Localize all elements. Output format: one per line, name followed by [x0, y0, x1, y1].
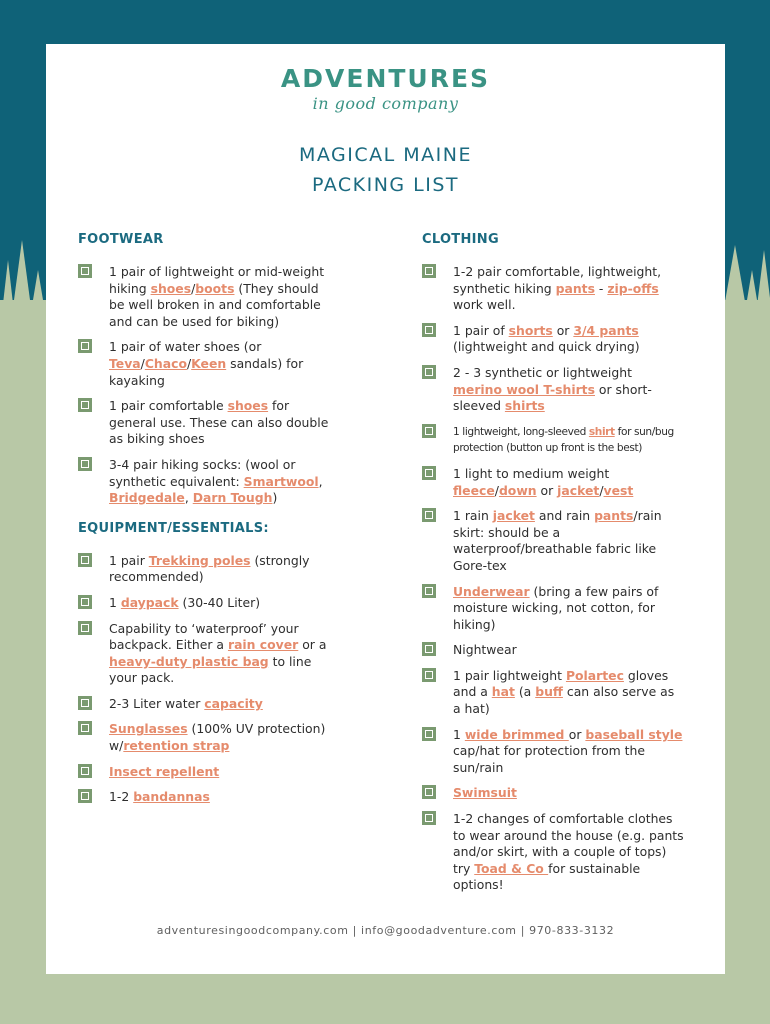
page-title-line2: PACKING LIST: [311, 174, 460, 196]
item-text: (strongly recommended): [109, 552, 310, 585]
clothing-heading: CLOTHING: [422, 232, 499, 247]
item-text: can also serve as a hat): [453, 684, 675, 717]
product-link[interactable]: pants: [555, 280, 595, 296]
checkbox-icon[interactable]: [422, 365, 436, 379]
item-text: work well.: [453, 297, 516, 313]
product-link[interactable]: Darn Tough: [192, 490, 273, 506]
checkbox-icon[interactable]: [422, 323, 436, 337]
product-link[interactable]: shirts: [504, 398, 545, 414]
product-link[interactable]: Polartec: [565, 667, 624, 683]
product-link[interactable]: shoes: [150, 280, 192, 296]
right-column: [422, 232, 684, 903]
product-link[interactable]: zip-offs: [607, 280, 659, 296]
product-link[interactable]: jacket: [557, 482, 600, 498]
checkbox-icon[interactable]: [78, 595, 92, 609]
item-text: or a: [298, 637, 327, 653]
left-column: [78, 232, 336, 815]
item-text: for general use. These can also double as biking shoes: [109, 398, 329, 447]
checklist-item: [78, 621, 336, 687]
product-link[interactable]: Trekking poles: [148, 552, 251, 568]
checklist-item: [422, 323, 684, 356]
item-text: /: [599, 482, 604, 498]
item-text: 1 pair of: [453, 322, 509, 338]
product-link[interactable]: shoes: [227, 398, 269, 414]
checklist-item: [78, 553, 336, 586]
item-text: 1 pair comfortable: [109, 398, 228, 414]
item-text: or: [568, 726, 586, 742]
item-text: gloves and a: [453, 667, 669, 700]
checkbox-icon[interactable]: [78, 553, 92, 567]
item-text: /: [191, 280, 196, 296]
product-link[interactable]: hat: [491, 684, 515, 700]
item-text: (30-40 Liter): [178, 594, 261, 610]
item-text: for sun/bug protection (button up front is the best): [453, 425, 674, 455]
item-text: ): [272, 490, 278, 506]
product-link[interactable]: Teva: [109, 355, 141, 371]
checkbox-icon[interactable]: [422, 785, 436, 799]
item-text: /: [494, 482, 499, 498]
checklist-item: [422, 642, 684, 659]
checkbox-icon[interactable]: [422, 424, 436, 438]
product-link[interactable]: boots: [195, 280, 235, 296]
checkbox-icon[interactable]: [78, 264, 92, 278]
product-link[interactable]: Smartwool: [243, 473, 319, 489]
item-text: (bring a few pairs of moisture wicking, not cotton, for hiking): [453, 583, 659, 632]
item-text: 1-2 pair comfortable, lightweight, synthetic hiking: [453, 264, 662, 296]
item-text: /: [186, 355, 192, 371]
product-link[interactable]: pants: [594, 508, 634, 524]
item-text: (lightweight and quick drying): [453, 339, 640, 355]
product-link[interactable]: down: [498, 482, 537, 498]
checklist-item: [422, 466, 684, 499]
product-link[interactable]: baseball style: [585, 726, 683, 742]
checklist-item: [78, 721, 336, 754]
checkbox-icon[interactable]: [422, 584, 436, 598]
item-text: (a: [514, 684, 536, 700]
checkbox-icon[interactable]: [78, 721, 92, 735]
item-text: for sustainable options!: [453, 860, 641, 893]
item-text: 1: [109, 594, 121, 610]
checklist-item: [422, 365, 684, 415]
product-link[interactable]: Underwear: [453, 583, 530, 599]
logo-wordmark: ADVENTURES: [280, 64, 491, 93]
equipment-list: [78, 553, 336, 806]
item-text: 1 pair of lightweight or mid-weight hiking: [109, 264, 325, 296]
item-text: /: [140, 355, 145, 371]
checkbox-icon[interactable]: [422, 466, 436, 480]
footwear-heading: FOOTWEAR: [78, 232, 164, 247]
product-link[interactable]: Insect repellent: [109, 763, 220, 779]
product-link[interactable]: daypack: [120, 594, 179, 610]
product-link[interactable]: Toad & Co: [474, 860, 549, 876]
checklist-item: [78, 457, 336, 507]
item-text: 1 light to medium weight: [453, 465, 610, 481]
checkbox-icon[interactable]: [78, 621, 92, 635]
product-link[interactable]: rain cover: [227, 637, 299, 653]
item-text: or: [552, 322, 574, 338]
checklist-item: [78, 339, 336, 389]
item-text: sandals) for kayaking: [109, 355, 304, 388]
product-link[interactable]: retention strap: [123, 738, 230, 754]
checklist-item: [422, 811, 684, 894]
product-link[interactable]: vest: [603, 482, 634, 498]
checkbox-icon[interactable]: [78, 339, 92, 353]
checklist-item: [78, 789, 336, 806]
item-text: (100% UV protection) w/: [109, 721, 326, 754]
product-link[interactable]: heavy-duty plastic bag: [109, 653, 269, 669]
item-text: 1 pair of water shoes (or: [109, 339, 262, 355]
product-link[interactable]: Bridgedale: [109, 490, 185, 506]
item-text: ,: [184, 490, 193, 506]
item-text: Capability to ‘waterproof’ your backpack. Either a: [109, 620, 299, 653]
product-link[interactable]: buff: [535, 684, 563, 700]
contact-footer: adventuresingoodcompany.com | info@goodadventure.com | 970-833-3132: [156, 924, 615, 937]
checklist-item: [422, 264, 684, 314]
product-link[interactable]: merino wool T-shirts: [453, 381, 595, 397]
checklist-item: [422, 668, 684, 718]
checkbox-icon[interactable]: [422, 727, 436, 741]
item-text: ,: [318, 473, 323, 489]
item-text: 1 pair: [109, 552, 149, 568]
checklist-item: [78, 595, 336, 612]
product-link[interactable]: fleece: [453, 482, 495, 498]
item-text: 2-3 Liter water: [109, 695, 205, 711]
checkbox-icon[interactable]: [78, 398, 92, 412]
equipment-heading: EQUIPMENT/ESSENTIALS:: [78, 520, 269, 536]
item-text: 1 rain: [453, 508, 493, 524]
item-text: or short-sleeved: [453, 381, 652, 414]
item-text: 3-4 pair hiking socks: (wool or synthetic equivalent:: [109, 456, 296, 489]
product-link[interactable]: shorts: [508, 322, 553, 338]
product-link[interactable]: 3/4 pants: [573, 322, 639, 338]
checklist-item: [78, 696, 336, 713]
logo-tagline: in good company: [312, 94, 459, 113]
checkbox-icon[interactable]: [422, 508, 436, 522]
checkbox-icon[interactable]: [422, 264, 436, 278]
product-link[interactable]: wide brimmed: [464, 726, 569, 742]
item-text: (They should be well broken in and comfortable and can be used for biking): [109, 280, 321, 329]
checkbox-icon[interactable]: [422, 668, 436, 682]
item-text: 1 lightweight, long-sleeved: [453, 425, 589, 438]
checkbox-icon[interactable]: [78, 457, 92, 471]
checkbox-icon[interactable]: [422, 811, 436, 825]
product-link[interactable]: Chaco: [144, 355, 187, 371]
product-link[interactable]: Swimsuit: [453, 785, 517, 801]
product-link[interactable]: shirt: [588, 425, 615, 438]
item-text: 2 - 3 synthetic or lightweight: [453, 364, 632, 380]
product-link[interactable]: capacity: [204, 695, 263, 711]
item-text: 1 pair lightweight: [453, 667, 566, 683]
item-text: /rain skirt: should be a waterproof/breathable fabric like Gore-tex: [453, 508, 662, 573]
checklist-item: [422, 584, 684, 634]
item-text: to line your pack.: [109, 653, 312, 686]
checklist-item: [422, 508, 684, 574]
clothing-list: [422, 264, 684, 894]
item-text: Nightwear: [453, 642, 517, 658]
checklist-item: [78, 398, 336, 448]
checklist-item: [422, 424, 684, 457]
item-text: 1-2: [109, 789, 134, 805]
packing-list-page: [46, 44, 725, 974]
item-text: 1-2 changes of comfortable clothes to wear around the house (e.g. pants and/or skirt, with a couple of tops) try: [453, 811, 684, 876]
item-text: 1: [453, 726, 465, 742]
checkbox-icon[interactable]: [78, 789, 92, 803]
page-title-line1: MAGICAL MAINE: [299, 144, 472, 166]
checklist-item: [422, 727, 684, 777]
item-text: cap/hat for protection from the sun/rain: [453, 743, 646, 775]
item-text: -: [594, 280, 608, 296]
product-link[interactable]: jacket: [492, 508, 535, 524]
item-text: and rain: [534, 508, 595, 524]
product-link[interactable]: Sunglasses: [109, 721, 188, 737]
checklist-item: [78, 764, 336, 781]
checkbox-icon[interactable]: [422, 642, 436, 656]
checklist-item: [422, 785, 684, 802]
item-text: or: [536, 482, 558, 498]
product-link[interactable]: bandannas: [133, 789, 210, 805]
checklist-item: [78, 264, 336, 330]
footwear-list: [78, 264, 336, 507]
checkbox-icon[interactable]: [78, 764, 92, 778]
product-link[interactable]: Keen: [191, 355, 227, 371]
checkbox-icon[interactable]: [78, 696, 92, 710]
